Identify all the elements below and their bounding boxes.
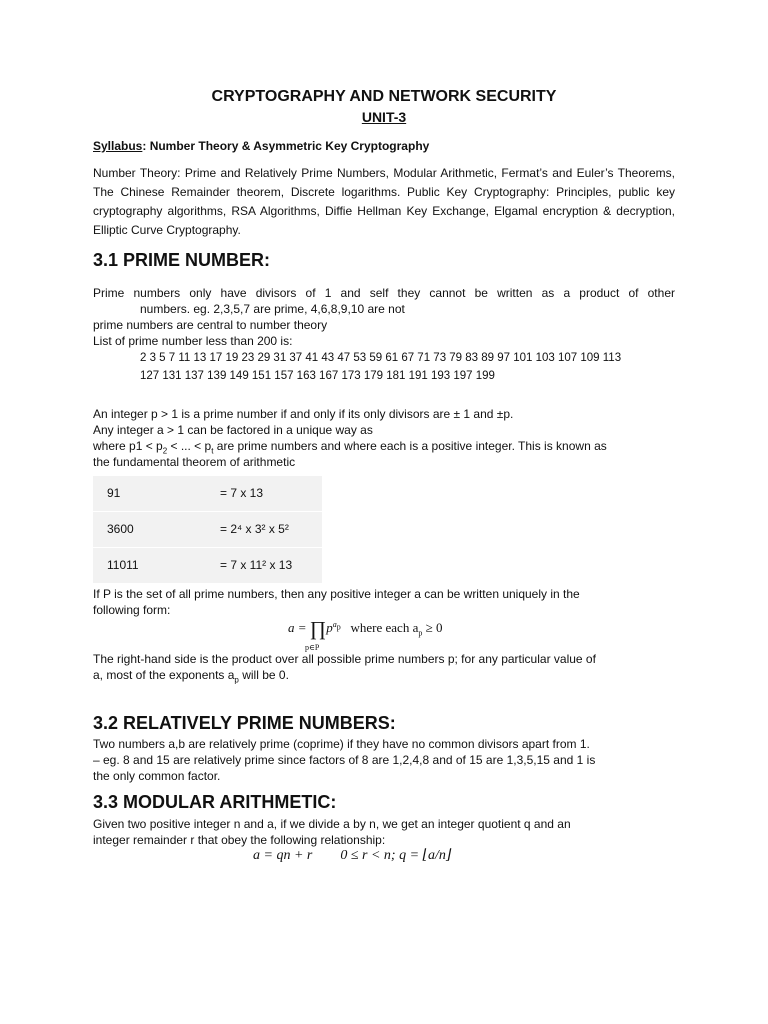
prime-line-1: Prime numbers only have divisors of 1 and self they cannot be written as a product of other (93, 286, 675, 300)
factor-block (93, 406, 675, 470)
product-explanation (93, 651, 675, 683)
text-span: will be 0. (238, 668, 289, 682)
text-span: < ... < p (167, 439, 212, 453)
modular-line-2: integer remainder r that obey the following relationship: (93, 833, 386, 847)
relatively-prime-line-3: the only common factor. (93, 769, 221, 783)
product-explanation-line-2 (93, 667, 675, 683)
formula-condition-subscript: p (418, 628, 423, 638)
syllabus-label: Syllabus (93, 139, 143, 153)
syllabus-line (93, 138, 675, 154)
relatively-prime-block (93, 736, 675, 784)
product-explanation-line-1: The right-hand side is the product over all possible prime numbers p; for any particular value of (93, 652, 596, 666)
section-heading-modular (93, 791, 675, 813)
prime-list-line-1: 2 3 5 7 11 13 17 19 23 29 31 37 41 43 47 53 59 61 67 71 73 79 83 89 97 101 103 107 109 113 (140, 352, 622, 364)
text-span: are prime numbers and where each is a positive integer. This is known as (213, 439, 607, 453)
subscript: 2 (162, 446, 168, 456)
relatively-prime-line-1: Two numbers a,b are relatively prime (coprime) if they have no common divisors apart from 1. (93, 737, 590, 751)
factor-statement: Any integer a > 1 can be factored in a unique way as (93, 423, 373, 437)
number-cell: 3600 (93, 512, 220, 548)
subscript: t (211, 446, 214, 456)
prime-line-3: prime numbers are central to number theory (93, 318, 328, 332)
table-row (93, 476, 322, 512)
number-cell: 91 (93, 476, 220, 512)
prime-product-formula (288, 618, 443, 652)
formula-exponent-subscript: p (336, 622, 341, 632)
factor-cell: = 2⁴ x 3² x 5² (220, 512, 322, 548)
unique-form-line-1: If P is the set of all prime numbers, then any positive integer a can be written uniquely in the (93, 587, 580, 601)
product-symbol: ∏ (309, 618, 327, 640)
fundamental-theorem-line: the fundamental theorem of arithmetic (93, 455, 296, 469)
text-span: where p1 < p (93, 439, 163, 453)
formula-base: p (326, 620, 333, 635)
section-heading-prime (93, 249, 675, 271)
factor-cell: = 7 x 13 (220, 476, 322, 512)
formula-lhs: a = (288, 620, 310, 635)
factorization-table (93, 476, 322, 584)
formula-exponent: a (332, 619, 337, 629)
unit-label: UNIT-3 (361, 109, 407, 125)
heading-text: 3.2 RELATIVELY PRIME NUMBERS: (93, 713, 396, 733)
text-span: a, most of the exponents a (93, 668, 235, 682)
prime-intro-block (93, 285, 675, 385)
formula-condition: where each a (340, 620, 419, 635)
prime-list-line-2: 127 131 137 139 149 151 157 163 167 173 179 181 191 193 197 199 (140, 370, 495, 382)
unique-form-line-2: following form: (93, 603, 171, 617)
unique-form-block (93, 586, 675, 618)
modular-block (93, 816, 675, 848)
number-cell: 11011 (93, 548, 220, 584)
intro-paragraph: Number Theory: Prime and Relatively Prime Numbers, Modular Arithmetic, Fermat’s and Euler’s Theorems, The Chinese Remainder theorem, Discrete logarithms. Public Key Cryptography: Principles, public key cryptography algorithms, RSA Algorithms, Diffie Hellman Key Exchange, Elgamal encryption & decryption, Elliptic Curve Cryptography. (93, 166, 675, 237)
formula-condition-end: ≥ 0 (422, 620, 443, 635)
factor-cell: = 7 x 11² x 13 (220, 548, 322, 584)
document-title: CRYPTOGRAPHY AND NETWORK SECURITY (211, 88, 557, 105)
heading-text: 3.1 PRIME NUMBER: (93, 250, 271, 270)
factor-condition (93, 438, 675, 454)
division-formula: a = qn + r 0 ≤ r < n; q = ⌊a/n⌋ (253, 848, 452, 863)
table-row (93, 512, 322, 548)
heading-text: 3.3 MODULAR ARITHMETIC: (93, 792, 337, 812)
prime-line-4: List of prime number less than 200 is: (93, 334, 293, 348)
prime-definition: An integer p > 1 is a prime number if and only if its only divisors are ± 1 and ±p. (93, 407, 514, 421)
subscript: p (234, 675, 239, 685)
relatively-prime-line-2: – eg. 8 and 15 are relatively prime since factors of 8 are 1,2,4,8 and of 15 are 1,3,5,15 and 1 is (93, 753, 596, 767)
syllabus-text: : Number Theory & Asymmetric Key Cryptography (142, 139, 430, 153)
section-heading-relatively-prime (93, 712, 675, 734)
table-row (93, 548, 322, 584)
product-subscript: p∈P (305, 643, 320, 652)
prime-line-2: numbers. eg. 2,3,5,7 are prime, 4,6,8,9,10 are not (140, 302, 405, 316)
modular-line-1: Given two positive integer n and a, if we divide a by n, we get an integer quotient q and an (93, 817, 571, 831)
